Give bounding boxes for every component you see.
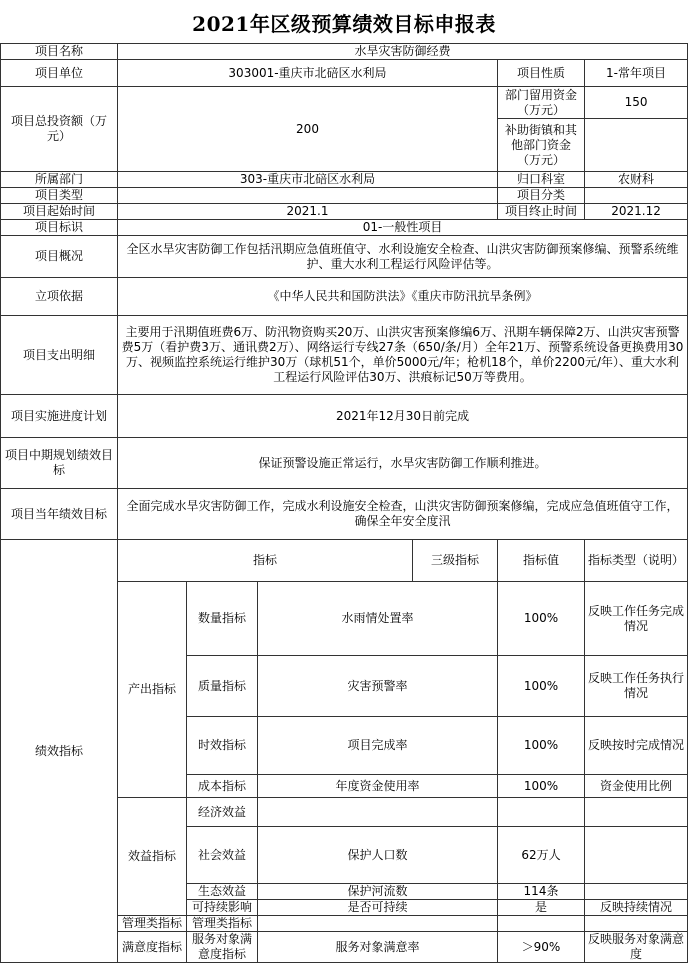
- indicator-value: 100%: [498, 656, 585, 717]
- label-overview: 项目概况: [1, 236, 118, 278]
- value-start-time: 2021.1: [118, 204, 498, 220]
- row-project-type: [1, 188, 688, 204]
- row-annual-goal: [1, 489, 688, 540]
- indicator-level3: 项目完成率: [258, 717, 498, 775]
- row-basis: [1, 278, 688, 316]
- value-basis: 《中华人民共和国防洪法》《重庆市防汛抗旱条例》: [118, 278, 688, 316]
- label-project-type: 项目类型: [1, 188, 118, 204]
- value-schedule: 2021年12月30日前完成: [118, 395, 688, 438]
- label-midterm-goal: 项目中期规划绩效目标: [1, 438, 118, 489]
- row-midterm-goal: [1, 438, 688, 489]
- indicator-value: 114条: [498, 884, 585, 900]
- value-annual-goal: 全面完成水旱灾害防御工作，完成水利设施安全检查，山洪灾害防御预案修编，完成应急值班值守工作，确保全年安全度汛: [118, 489, 688, 540]
- label-expense-detail: 项目支出明细: [1, 316, 118, 395]
- indicator-type: 反映持续情况: [585, 900, 688, 916]
- indicator-level3: 服务对象满意率: [258, 932, 498, 963]
- indicator-value: 是: [498, 900, 585, 916]
- indicator-level3: 灾害预警率: [258, 656, 498, 717]
- label-responsible-section: 归口科室: [498, 172, 585, 188]
- indicator-sub: 管理类指标: [187, 916, 258, 932]
- label-end-time: 项目终止时间: [498, 204, 585, 220]
- indicator-sub: 数量指标: [187, 582, 258, 656]
- indicator-sub: 可持续影响: [187, 900, 258, 916]
- label-project-unit: 项目单位: [1, 60, 118, 87]
- indicator-value: [498, 798, 585, 827]
- row-project-unit: [1, 60, 688, 87]
- value-department: 303-重庆市北碚区水利局: [118, 172, 498, 188]
- header-type: 指标类型（说明）: [585, 540, 688, 582]
- indicator-level3: 水雨情处置率: [258, 582, 498, 656]
- header-level3: 三级指标: [413, 540, 498, 582]
- value-responsible-section: 农财科: [585, 172, 688, 188]
- label-schedule: 项目实施进度计划: [1, 395, 118, 438]
- value-midterm-goal: 保证预警设施正常运行，水旱灾害防御工作顺利推进。: [118, 438, 688, 489]
- row-project-name: [1, 44, 688, 60]
- indicator-header-row: [1, 540, 688, 582]
- row-expense-detail: [1, 316, 688, 395]
- indicator-value: ＞90%: [498, 932, 585, 963]
- value-total-investment: 200: [118, 87, 498, 172]
- label-basis: 立项依据: [1, 278, 118, 316]
- indicator-value: 100%: [498, 717, 585, 775]
- label-start-time: 项目起始时间: [1, 204, 118, 220]
- value-subsidy: [585, 119, 688, 172]
- row-department: [1, 172, 688, 188]
- row-project-time: [1, 204, 688, 220]
- label-subsidy: 补助街镇和其他部门资金（万元）: [498, 119, 585, 172]
- indicator-type: 反映服务对象满意度: [585, 932, 688, 963]
- value-project-type: [118, 188, 498, 204]
- row-overview: [1, 236, 688, 278]
- label-project-nature: 项目性质: [498, 60, 585, 87]
- indicator-sub: 成本指标: [187, 775, 258, 798]
- indicator-value: [498, 916, 585, 932]
- header-value: 指标值: [498, 540, 585, 582]
- indicator-level3: 年度资金使用率: [258, 775, 498, 798]
- row-project-mark: [1, 220, 688, 236]
- value-project-unit: 303001-重庆市北碚区水利局: [118, 60, 498, 87]
- indicator-sub: 社会效益: [187, 827, 258, 884]
- indicator-type: 反映按时完成情况: [585, 717, 688, 775]
- indicator-sub: 服务对象满意度指标: [187, 932, 258, 963]
- indicator-level3: 是否可持续: [258, 900, 498, 916]
- label-department: 所属部门: [1, 172, 118, 188]
- value-dept-reserved: 150: [585, 87, 688, 119]
- group-output: 产出指标: [118, 582, 187, 798]
- budget-form-table: [0, 43, 688, 963]
- indicator-type: 反映工作任务完成情况: [585, 582, 688, 656]
- indicator-level3: 保护河流数: [258, 884, 498, 900]
- indicator-type: [585, 798, 688, 827]
- label-performance-indicators: 绩效指标: [1, 540, 118, 963]
- indicator-type: [585, 884, 688, 900]
- indicator-type: [585, 827, 688, 884]
- indicator-type: [585, 916, 688, 932]
- group-benefit: 效益指标: [118, 798, 187, 916]
- label-project-name: 项目名称: [1, 44, 118, 60]
- indicator-value: 62万人: [498, 827, 585, 884]
- value-overview: 全区水旱灾害防御工作包括汛期应急值班值守、水利设施安全检查、山洪灾害防御预案修编、预警系统维护、重大水利工程运行风险评估等。: [118, 236, 688, 278]
- indicator-level3: 保护人口数: [258, 827, 498, 884]
- label-project-mark: 项目标识: [1, 220, 118, 236]
- indicator-sub: 经济效益: [187, 798, 258, 827]
- indicator-type: 反映工作任务执行情况: [585, 656, 688, 717]
- indicator-sub: 质量指标: [187, 656, 258, 717]
- group-management: 管理类指标: [118, 916, 187, 932]
- value-project-nature: 1-常年项目: [585, 60, 688, 87]
- indicator-value: 100%: [498, 775, 585, 798]
- row-schedule: [1, 395, 688, 438]
- label-dept-reserved: 部门留用资金（万元）: [498, 87, 585, 119]
- value-expense-detail: 主要用于汛期值班费6万、防汛物资购买20万、山洪灾害预案修编6万、汛期车辆保障2万、山洪灾害预警费5万（看护费3万、通讯费2万）、网络运行专线27条（650/条/月）全年21万、预警系统设备更换费用30万、视频监控系统运行维护30万（球机51个，单价5000元/年；枪机18个，单价2200元/年）、重大水利工程运行风险评估30万、洪痕标记50万等费用。: [118, 316, 688, 395]
- header-indicator: 指标: [118, 540, 413, 582]
- form-title: 2021年区级预算绩效目标申报表: [192, 11, 496, 36]
- value-project-name: 水旱灾害防御经费: [118, 44, 688, 60]
- indicator-value: 100%: [498, 582, 585, 656]
- group-satisfaction: 满意度指标: [118, 932, 187, 963]
- value-end-time: 2021.12: [585, 204, 688, 220]
- label-annual-goal: 项目当年绩效目标: [1, 489, 118, 540]
- indicator-level3: [258, 798, 498, 827]
- row-total-investment-a: [1, 87, 688, 119]
- label-project-category: 项目分类: [498, 188, 585, 204]
- indicator-sub: 时效指标: [187, 717, 258, 775]
- indicator-level3: [258, 916, 498, 932]
- value-project-mark: 01-一般性项目: [118, 220, 688, 236]
- label-total-investment: 项目总投资额（万元）: [1, 87, 118, 172]
- value-project-category: [585, 188, 688, 204]
- indicator-sub: 生态效益: [187, 884, 258, 900]
- indicator-type: 资金使用比例: [585, 775, 688, 798]
